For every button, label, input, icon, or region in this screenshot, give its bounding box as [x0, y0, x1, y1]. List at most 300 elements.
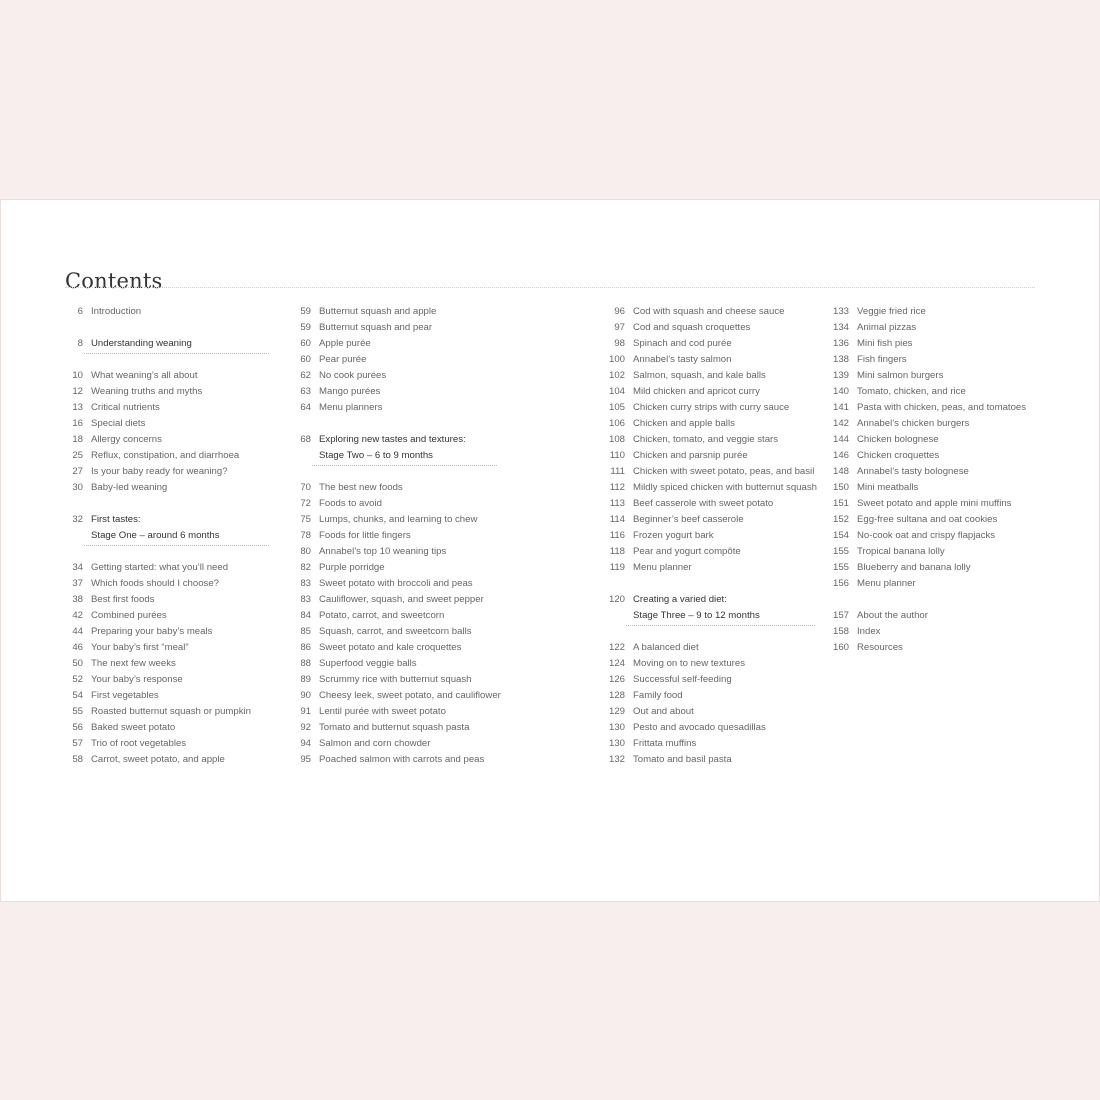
- entry-title: Combined purées: [91, 610, 167, 621]
- toc-entry[interactable]: [279, 512, 497, 528]
- toc-entry[interactable]: [819, 544, 1041, 560]
- section-underline: [84, 353, 269, 354]
- toc-column-4: [819, 304, 1041, 656]
- entry-title: Pesto and avocado quesadillas: [633, 722, 766, 733]
- entry-title: Special diets: [91, 418, 146, 429]
- entry-title: Foods for little fingers: [319, 530, 411, 541]
- toc-entry[interactable]: [279, 704, 497, 720]
- entry-title: Salmon and corn chowder: [319, 738, 431, 749]
- entry-title: Mildly spiced chicken with butternut squash: [633, 482, 817, 493]
- entry-title: Tomato and butternut squash pasta: [319, 722, 470, 733]
- page-number: 13: [72, 402, 83, 413]
- toc-entry[interactable]: [279, 480, 497, 496]
- page-number: 155: [832, 562, 849, 573]
- toc-column-3: [593, 304, 815, 768]
- toc-entry[interactable]: [819, 416, 1041, 432]
- toc-entry[interactable]: [593, 304, 815, 320]
- page-number: 151: [832, 498, 849, 509]
- page-number: 138: [832, 354, 849, 365]
- toc-entry[interactable]: [819, 304, 1041, 320]
- toc-entry[interactable]: [53, 576, 269, 592]
- contents-page: [0, 199, 1100, 902]
- entry-title: Annabel’s top 10 weaning tips: [319, 546, 447, 557]
- toc-entry[interactable]: [819, 512, 1041, 528]
- entry-title: Butternut squash and apple: [319, 306, 437, 317]
- page-number: 106: [608, 418, 625, 429]
- page-number: 97: [614, 322, 625, 333]
- toc-entry[interactable]: [593, 752, 815, 768]
- entry-title: Annabel’s tasty salmon: [633, 354, 732, 365]
- page-number: 120: [608, 594, 625, 605]
- toc-entry[interactable]: [593, 432, 815, 448]
- page-number: 25: [72, 450, 83, 461]
- entry-title: No cook purées: [319, 370, 387, 381]
- page-number: 8: [77, 338, 83, 349]
- entry-title: Your baby’s first “meal”: [91, 642, 189, 653]
- toc-entry[interactable]: [53, 752, 269, 768]
- page-number: 50: [72, 658, 83, 669]
- toc-entry[interactable]: [279, 400, 497, 416]
- entry-title: Carrot, sweet potato, and apple: [91, 754, 225, 765]
- entry-title: Tomato and basil pasta: [633, 754, 732, 765]
- page-number: 119: [609, 562, 625, 573]
- page-number: 6: [77, 306, 83, 317]
- page-number: 111: [610, 466, 625, 477]
- page-number: 46: [72, 642, 83, 653]
- toc-entry[interactable]: [279, 608, 497, 624]
- entry-title: First tastes:: [91, 514, 141, 525]
- entry-title: What weaning’s all about: [91, 370, 198, 381]
- toc-entry[interactable]: [279, 352, 497, 368]
- entry-title: The next few weeks: [91, 658, 176, 669]
- entry-title: Out and about: [633, 706, 694, 717]
- entry-title: Lumps, chunks, and learning to chew: [319, 514, 478, 525]
- toc-section-heading[interactable]: [53, 528, 269, 544]
- toc-entry[interactable]: [819, 384, 1041, 400]
- toc-entry[interactable]: [819, 400, 1041, 416]
- entry-title: Spinach and cod purée: [633, 338, 732, 349]
- page-number: [53, 528, 91, 544]
- toc-entry[interactable]: [53, 592, 269, 608]
- section-gap: [593, 576, 815, 592]
- toc-entry[interactable]: [819, 624, 1041, 640]
- entry-title: Is your baby ready for weaning?: [91, 466, 228, 477]
- toc-column-1: [53, 304, 269, 768]
- toc-entry[interactable]: [593, 416, 815, 432]
- entry-title: Introduction: [91, 306, 142, 317]
- section-gap: [279, 416, 497, 432]
- page-number: 140: [832, 386, 849, 397]
- page-number: 59: [300, 306, 311, 317]
- page-number: 157: [832, 610, 849, 621]
- entry-title: Successful self-feeding: [633, 674, 732, 685]
- entry-title: Roasted butternut squash or pumpkin: [91, 706, 251, 717]
- toc-entry[interactable]: [279, 688, 501, 704]
- page-number: 55: [72, 706, 83, 717]
- page-number: 130: [608, 722, 625, 733]
- page-number: 136: [832, 338, 849, 349]
- entry-title: About the author: [857, 610, 928, 621]
- entry-title: Tomato, chicken, and rice: [857, 386, 966, 397]
- toc-entry[interactable]: [53, 400, 269, 416]
- toc-entry[interactable]: [279, 736, 497, 752]
- page-number: 160: [832, 642, 849, 653]
- toc-entry[interactable]: [53, 672, 269, 688]
- page-number: 148: [832, 466, 849, 477]
- entry-title: Menu planner: [633, 562, 692, 573]
- section-underline: [84, 545, 269, 546]
- toc-entry[interactable]: [53, 704, 269, 720]
- page-number: 146: [832, 450, 849, 461]
- entry-title: Pear purée: [319, 354, 367, 365]
- page-title: Contents: [65, 269, 163, 294]
- entry-title: Chicken and apple balls: [633, 418, 735, 429]
- page-number: 102: [608, 370, 625, 381]
- toc-section-heading[interactable]: [53, 336, 269, 352]
- entry-title: Menu planners: [319, 402, 383, 413]
- page-number: 70: [300, 482, 311, 493]
- entry-title: Weaning truths and myths: [91, 386, 203, 397]
- page-number: 12: [72, 386, 83, 397]
- toc-entry[interactable]: [593, 384, 815, 400]
- section-underline: [626, 625, 815, 626]
- toc-entry[interactable]: [593, 704, 815, 720]
- toc-entry[interactable]: [279, 656, 497, 672]
- page-number: 114: [609, 514, 625, 525]
- entry-title: Annabel’s tasty bolognese: [857, 466, 969, 477]
- page-number: 52: [72, 674, 83, 685]
- toc-entry[interactable]: [593, 688, 815, 704]
- toc-entry[interactable]: [279, 384, 497, 400]
- entry-title: Baby-led weaning: [91, 482, 168, 493]
- entry-title: Cod and squash croquettes: [633, 322, 751, 333]
- page-number: 139: [832, 370, 849, 381]
- entry-title: Chicken bolognese: [857, 434, 939, 445]
- page-number: 86: [300, 642, 311, 653]
- toc-entry[interactable]: [279, 368, 497, 384]
- toc-entry[interactable]: [819, 528, 1041, 544]
- page-number: 118: [609, 546, 625, 557]
- entry-title: Apple purée: [319, 338, 371, 349]
- toc-entry[interactable]: [53, 560, 269, 576]
- entry-title: Preparing your baby’s meals: [91, 626, 213, 637]
- toc-entry[interactable]: [819, 336, 1041, 352]
- entry-title: Index: [857, 626, 881, 637]
- page-number: 54: [72, 690, 83, 701]
- toc-entry[interactable]: [53, 608, 269, 624]
- page-number: 128: [608, 690, 625, 701]
- entry-title: Stage One – around 6 months: [91, 530, 220, 541]
- page-number: 110: [609, 450, 625, 461]
- entry-title: Critical nutrients: [91, 402, 160, 413]
- toc-entry[interactable]: [53, 720, 269, 736]
- entry-title: Tropical banana lolly: [857, 546, 945, 557]
- page-number: 129: [608, 706, 625, 717]
- toc-entry[interactable]: [279, 720, 497, 736]
- entry-title: Purple porridge: [319, 562, 385, 573]
- page-number: 116: [609, 530, 625, 541]
- entry-title: Exploring new tastes and textures:: [319, 434, 466, 445]
- entry-title: Squash, carrot, and sweetcorn balls: [319, 626, 472, 637]
- page-number: 85: [300, 626, 311, 637]
- toc-entry[interactable]: [53, 432, 269, 448]
- entry-title: Allergy concerns: [91, 434, 162, 445]
- page-number: 68: [300, 434, 311, 445]
- toc-entry[interactable]: [819, 448, 1041, 464]
- entry-title: Annabel’s chicken burgers: [857, 418, 970, 429]
- entry-title: Moving on to new textures: [633, 658, 745, 669]
- page-number: 122: [608, 642, 625, 653]
- entry-title: Cod with squash and cheese sauce: [633, 306, 785, 317]
- entry-title: Best first foods: [91, 594, 155, 605]
- toc-section-heading[interactable]: [593, 592, 815, 608]
- toc-entry[interactable]: [819, 480, 1041, 496]
- page-number: 82: [300, 562, 311, 573]
- page-number: 105: [608, 402, 625, 413]
- page-number: 30: [72, 482, 83, 493]
- page-number: 56: [72, 722, 83, 733]
- entry-title: Chicken and parsnip purée: [633, 450, 748, 461]
- entry-title: No-cook oat and crispy flapjacks: [857, 530, 996, 541]
- entry-title: Chicken with sweet potato, peas, and basil: [633, 466, 815, 477]
- page-number: 32: [72, 514, 83, 525]
- entry-title: Veggie fried rice: [857, 306, 926, 317]
- toc-entry[interactable]: [819, 464, 1041, 480]
- entry-title: Reflux, constipation, and diarrhoea: [91, 450, 240, 461]
- entry-title: Mild chicken and apricot curry: [633, 386, 760, 397]
- page-number: 83: [300, 594, 311, 605]
- page-number: 154: [832, 530, 849, 541]
- entry-title: Baked sweet potato: [91, 722, 176, 733]
- toc-entry[interactable]: [53, 656, 269, 672]
- toc-entry[interactable]: [593, 560, 815, 576]
- toc-entry[interactable]: [53, 464, 269, 480]
- toc-entry[interactable]: [593, 656, 815, 672]
- entry-title: Potato, carrot, and sweetcorn: [319, 610, 445, 621]
- entry-title: Butternut squash and pear: [319, 322, 433, 333]
- page-number: 113: [609, 498, 625, 509]
- entry-title: Which foods should I choose?: [91, 578, 219, 589]
- page-number: 72: [300, 498, 311, 509]
- section-gap: [819, 592, 1041, 608]
- toc-entry[interactable]: [819, 608, 1041, 624]
- entry-title: Stage Two – 6 to 9 months: [319, 450, 433, 461]
- toc-entry[interactable]: [279, 336, 497, 352]
- entry-title: Mango purées: [319, 386, 381, 397]
- toc-section-heading[interactable]: [279, 432, 497, 448]
- toc-entry[interactable]: [593, 640, 815, 656]
- toc-entry[interactable]: [819, 640, 1041, 656]
- toc-entry[interactable]: [819, 496, 1041, 512]
- page-number: 80: [300, 546, 311, 557]
- page-number: 98: [614, 338, 625, 349]
- entry-title: Mini fish pies: [857, 338, 913, 349]
- toc-section-heading[interactable]: [593, 608, 815, 624]
- entry-title: Blueberry and banana lolly: [857, 562, 971, 573]
- toc-entry[interactable]: [279, 304, 497, 320]
- toc-entry[interactable]: [593, 400, 815, 416]
- entry-title: Getting started: what you’ll need: [91, 562, 229, 573]
- toc-entry[interactable]: [53, 688, 269, 704]
- toc-entry[interactable]: [819, 320, 1041, 336]
- page-number: 133: [832, 306, 849, 317]
- toc-entry[interactable]: [819, 560, 1041, 576]
- toc-entry[interactable]: [279, 528, 497, 544]
- page-number: [279, 448, 319, 464]
- entry-title: Lentil purée with sweet potato: [319, 706, 446, 717]
- toc-entry[interactable]: [593, 448, 815, 464]
- toc-entry[interactable]: [279, 496, 497, 512]
- page-number: [593, 608, 633, 624]
- page-number: 75: [300, 514, 311, 525]
- entry-title: A balanced diet: [633, 642, 699, 653]
- toc-entry[interactable]: [53, 368, 269, 384]
- entry-title: Frittata muffins: [633, 738, 697, 749]
- entry-title: Cheesy leek, sweet potato, and cauliflower: [319, 690, 501, 701]
- page-number: 124: [608, 658, 625, 669]
- entry-title: Salmon, squash, and kale balls: [633, 370, 766, 381]
- entry-title: Foods to avoid: [319, 498, 382, 509]
- toc-entry[interactable]: [819, 368, 1041, 384]
- toc-entry[interactable]: [279, 576, 497, 592]
- entry-title: Sweet potato and apple mini muffins: [857, 498, 1012, 509]
- page-number: 60: [300, 354, 311, 365]
- toc-entry[interactable]: [279, 592, 497, 608]
- toc-entry[interactable]: [593, 496, 815, 512]
- toc-entry[interactable]: [593, 352, 815, 368]
- entry-title: Trio of root vegetables: [91, 738, 187, 749]
- toc-entry[interactable]: [53, 384, 269, 400]
- toc-entry[interactable]: [279, 672, 497, 688]
- toc-entry[interactable]: [593, 368, 815, 384]
- entry-title: Frozen yogurt bark: [633, 530, 714, 541]
- toc-entry[interactable]: [279, 320, 497, 336]
- toc-entry[interactable]: [279, 640, 497, 656]
- page-number: 59: [300, 322, 311, 333]
- entry-title: Chicken, tomato, and veggie stars: [633, 434, 779, 445]
- toc-entry[interactable]: [593, 544, 815, 560]
- toc-section-heading[interactable]: [53, 512, 269, 528]
- page-number: 94: [300, 738, 311, 749]
- page-number: 42: [72, 610, 83, 621]
- page-number: 10: [72, 370, 83, 381]
- page-number: 142: [832, 418, 849, 429]
- toc-section-heading[interactable]: [279, 448, 497, 464]
- toc-entry[interactable]: [593, 672, 815, 688]
- page-number: 130: [608, 738, 625, 749]
- entry-title: First vegetables: [91, 690, 159, 701]
- toc-entry[interactable]: [593, 320, 815, 336]
- page-number: 57: [72, 738, 83, 749]
- entry-title: Animal pizzas: [857, 322, 917, 333]
- page-number: 63: [300, 386, 311, 397]
- page-number: 141: [832, 402, 849, 413]
- toc-entry[interactable]: [593, 720, 815, 736]
- page-number: 96: [614, 306, 625, 317]
- page-number: 38: [72, 594, 83, 605]
- toc-entry[interactable]: [53, 304, 269, 320]
- entry-title: Pear and yogurt compôte: [633, 546, 741, 557]
- entry-title: Mini meatballs: [857, 482, 919, 493]
- page-number: 34: [72, 562, 83, 573]
- title-divider: [65, 287, 1035, 288]
- entry-title: Family food: [633, 690, 683, 701]
- entry-title: Sweet potato and kale croquettes: [319, 642, 462, 653]
- toc-column-2: [279, 304, 501, 768]
- toc-entry[interactable]: [279, 752, 497, 768]
- toc-entry[interactable]: [279, 624, 497, 640]
- entry-title: Egg-free sultana and oat cookies: [857, 514, 998, 525]
- page-number: 64: [300, 402, 311, 413]
- page-number: 132: [608, 754, 625, 765]
- toc-entry[interactable]: [819, 432, 1041, 448]
- toc-entry[interactable]: [53, 480, 269, 496]
- entry-title: Sweet potato with broccoli and peas: [319, 578, 473, 589]
- entry-title: Superfood veggie balls: [319, 658, 417, 669]
- entry-title: Chicken croquettes: [857, 450, 940, 461]
- toc-entry[interactable]: [593, 736, 815, 752]
- page-number: 78: [300, 530, 311, 541]
- page-number: 155: [832, 546, 849, 557]
- page-number: 134: [832, 322, 849, 333]
- page-number: 44: [72, 626, 83, 637]
- toc-entry[interactable]: [279, 560, 497, 576]
- page-number: 100: [608, 354, 625, 365]
- entry-title: Cauliflower, squash, and sweet pepper: [319, 594, 484, 605]
- entry-title: Scrummy rice with butternut squash: [319, 674, 472, 685]
- page-number: 37: [72, 578, 83, 589]
- page-number: 60: [300, 338, 311, 349]
- toc-entry[interactable]: [53, 448, 269, 464]
- page-number: 95: [300, 754, 311, 765]
- page-number: 150: [832, 482, 849, 493]
- entry-title: Understanding weaning: [91, 338, 192, 349]
- page-number: 126: [608, 674, 625, 685]
- toc-entry[interactable]: [593, 480, 815, 496]
- page-number: 62: [300, 370, 311, 381]
- section-underline: [312, 465, 497, 466]
- section-gap: [53, 320, 269, 336]
- entry-title: Resources: [857, 642, 903, 653]
- toc-entry[interactable]: [819, 576, 1041, 592]
- toc-entry[interactable]: [593, 464, 815, 480]
- page-number: 58: [72, 754, 83, 765]
- toc-entry[interactable]: [53, 640, 269, 656]
- page-number: 112: [609, 482, 625, 493]
- page-number: 88: [300, 658, 311, 669]
- toc-entry[interactable]: [819, 352, 1041, 368]
- page-number: 83: [300, 578, 311, 589]
- toc-entry[interactable]: [593, 528, 815, 544]
- entry-title: Creating a varied diet:: [633, 594, 727, 605]
- toc-entry[interactable]: [279, 544, 497, 560]
- toc-entry[interactable]: [53, 736, 269, 752]
- entry-title: Beef casserole with sweet potato: [633, 498, 774, 509]
- entry-title: Beginner’s beef casserole: [633, 514, 744, 525]
- toc-entry[interactable]: [53, 416, 269, 432]
- toc-entry[interactable]: [593, 512, 815, 528]
- page-number: 91: [300, 706, 311, 717]
- page-number: 158: [832, 626, 849, 637]
- page-number: 18: [72, 434, 83, 445]
- page-number: 84: [300, 610, 311, 621]
- toc-entry[interactable]: [53, 624, 269, 640]
- page-number: 92: [300, 722, 311, 733]
- toc-entry[interactable]: [593, 336, 815, 352]
- entry-title: Poached salmon with carrots and peas: [319, 754, 485, 765]
- page-number: 152: [832, 514, 849, 525]
- page-number: 144: [832, 434, 849, 445]
